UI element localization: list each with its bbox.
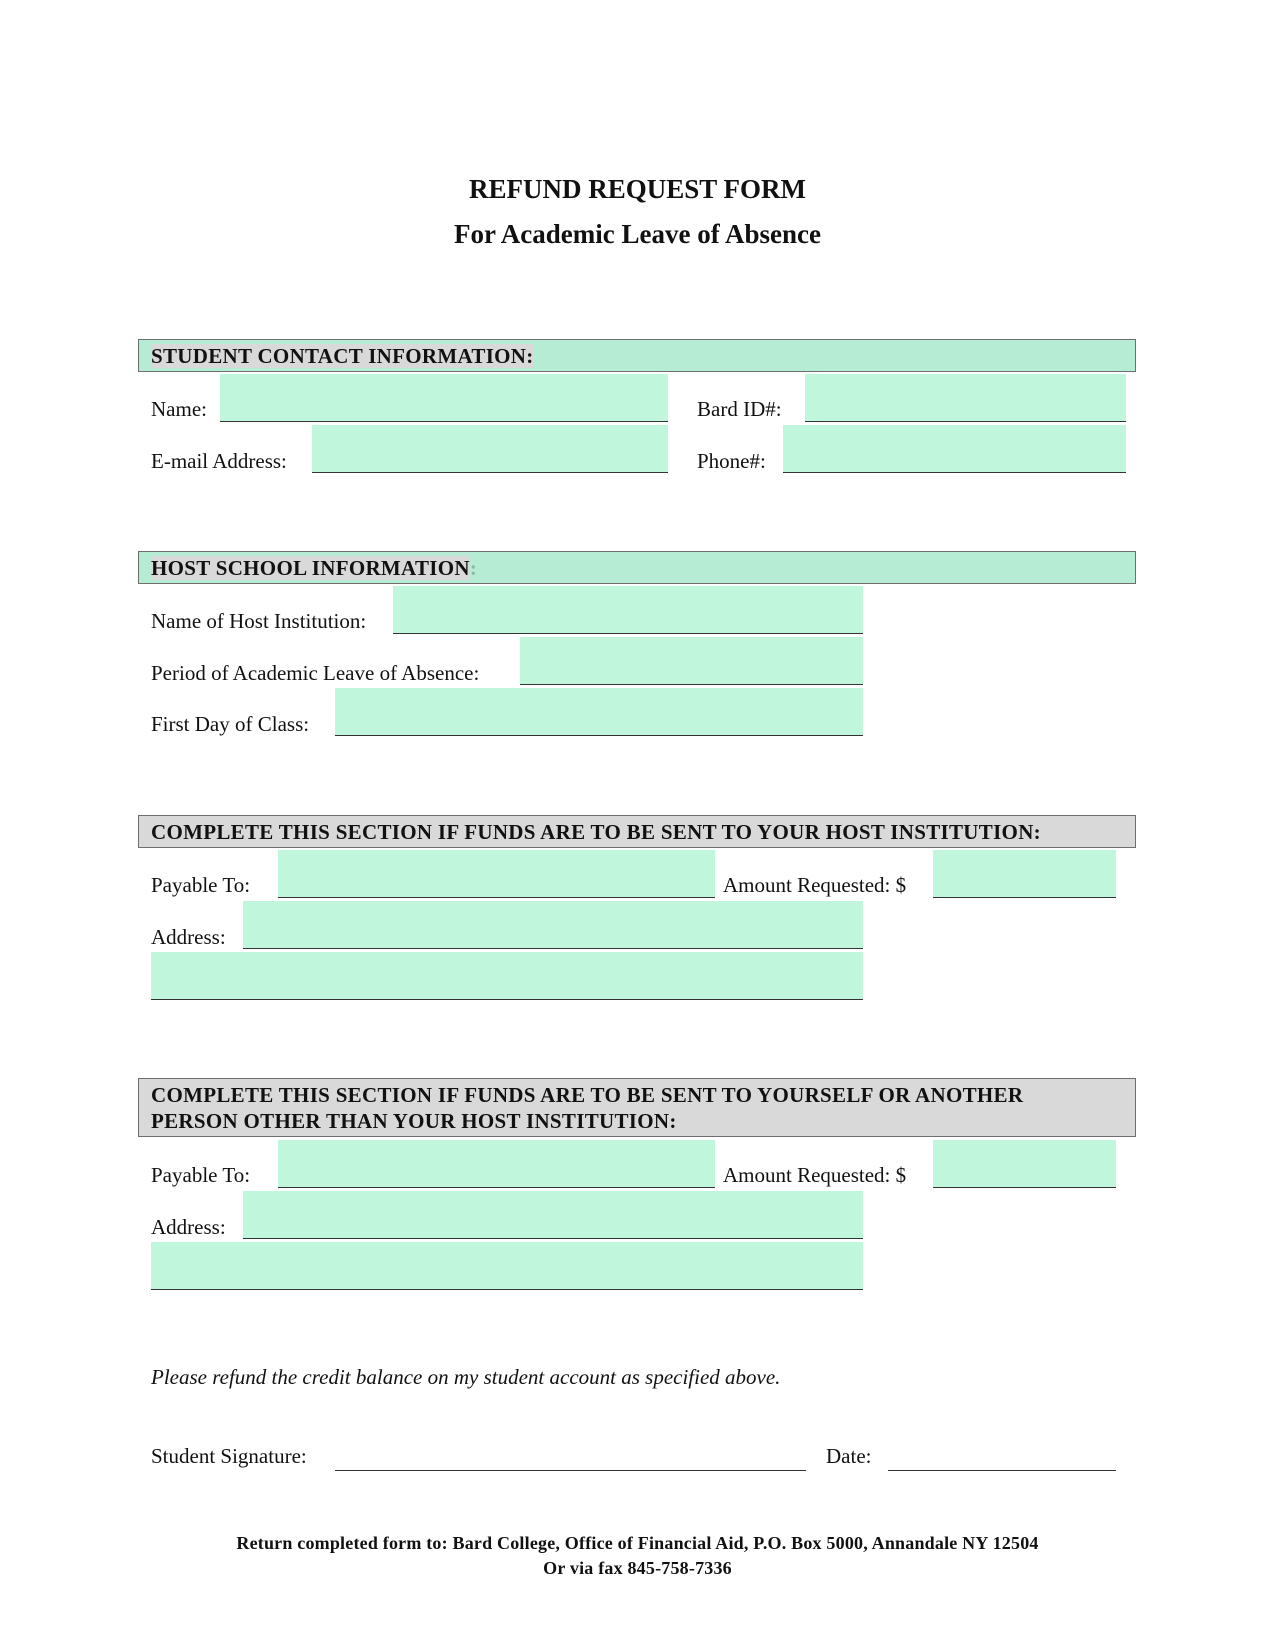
self-amount-field[interactable] (933, 1140, 1116, 1188)
leave-period-field[interactable] (520, 637, 863, 685)
section-student-contact (138, 339, 1136, 372)
first-day-label: First Day of Class: (151, 712, 310, 736)
form-subtitle: For Academic Leave of Absence (454, 219, 821, 249)
section-heading-student-contact: STUDENT CONTACT INFORMATION: (151, 344, 534, 368)
name-field[interactable] (220, 374, 668, 422)
section-heading-host-school: HOST SCHOOL INFORMATION (151, 556, 470, 580)
form-title: REFUND REQUEST FORM (468, 174, 807, 204)
leave-period-label: Period of Academic Leave of Absence: (151, 661, 480, 685)
self-payable-field[interactable] (278, 1140, 715, 1188)
email-field[interactable] (312, 425, 668, 473)
section-heading-self-funds-line1: COMPLETE THIS SECTION IF FUNDS ARE TO BE SENT TO YOURSELF OR ANOTHER (151, 1083, 1024, 1107)
email-label: E-mail Address: (151, 449, 287, 473)
date-label: Date: (826, 1444, 872, 1468)
section-host-school (138, 551, 1136, 584)
section-self-funds (138, 1078, 1136, 1137)
section-host-funds (138, 815, 1136, 848)
host-payable-field[interactable] (278, 850, 715, 898)
host-amount-label: Amount Requested: $ (723, 873, 907, 897)
section-heading-host-school-colon: : (469, 556, 478, 580)
self-address-label: Address: (151, 1215, 226, 1239)
self-payable-label: Payable To: (151, 1163, 251, 1187)
host-address-field-line1[interactable] (243, 901, 863, 949)
host-payable-label: Payable To: (151, 873, 251, 897)
refund-statement: Please refund the credit balance on my student account as specified above. (151, 1365, 781, 1389)
bard-id-label: Bard ID#: (697, 397, 782, 421)
fax-number: Or via fax 845-758-7336 (543, 1558, 732, 1578)
signature-line[interactable] (335, 1470, 806, 1471)
section-heading-self-funds-line2: PERSON OTHER THAN YOUR HOST INSTITUTION: (151, 1109, 677, 1133)
return-address: Return completed form to: Bard College, Office of Financial Aid, P.O. Box 5000, Annandale NY 12504 (236, 1533, 1039, 1553)
phone-field[interactable] (783, 425, 1126, 473)
host-institution-label: Name of Host Institution: (151, 609, 367, 633)
signature-label: Student Signature: (151, 1444, 307, 1468)
host-institution-field[interactable] (393, 586, 863, 634)
name-label: Name: (151, 397, 207, 421)
bard-id-field[interactable] (805, 374, 1126, 422)
first-day-field[interactable] (335, 688, 863, 736)
host-address-label: Address: (151, 925, 226, 949)
date-line[interactable] (888, 1470, 1116, 1471)
section-heading-host-funds: COMPLETE THIS SECTION IF FUNDS ARE TO BE SENT TO YOUR HOST INSTITUTION: (151, 820, 1041, 844)
self-amount-label: Amount Requested: $ (723, 1163, 907, 1187)
phone-label: Phone#: (697, 449, 766, 473)
host-amount-field[interactable] (933, 850, 1116, 898)
self-address-field-line1[interactable] (243, 1191, 863, 1239)
self-address-field-line2[interactable] (151, 1242, 863, 1290)
host-address-field-line2[interactable] (151, 952, 863, 1000)
